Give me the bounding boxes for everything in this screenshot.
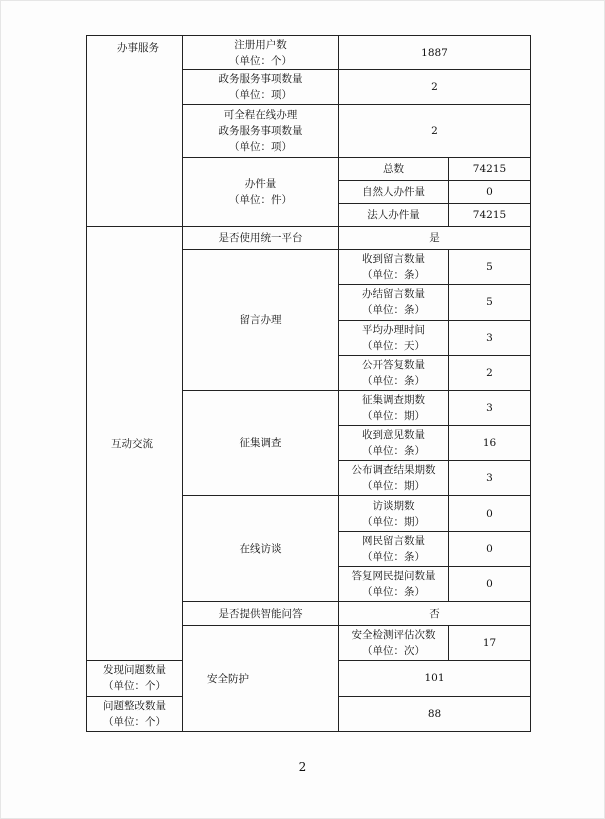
interview-answers-value: 0: [449, 566, 531, 601]
survey-opinions-label: 收到意见数量 （单位：条）: [339, 426, 449, 461]
messages-received-label: 收到留言数量 （单位：条）: [339, 250, 449, 285]
volume-total-label: 总数: [339, 157, 449, 180]
messages-completed-value: 5: [449, 285, 531, 320]
section-security: 安全防护: [183, 626, 339, 732]
survey-results-value: 3: [449, 461, 531, 496]
volume-label: 办件量 （单位：件）: [183, 157, 339, 226]
interview-periods-value: 0: [449, 496, 531, 531]
registered-users-label: 注册用户数 （单位：个）: [183, 36, 339, 70]
section-interaction: 互动交流: [87, 227, 183, 661]
unified-platform-label: 是否使用统一平台: [183, 227, 339, 250]
issues-fixed-label: 问题整改数量 （单位：个）: [87, 696, 183, 731]
volume-natural-value: 0: [449, 180, 531, 203]
service-items-value: 2: [339, 70, 531, 105]
messages-avg-time-value: 3: [449, 320, 531, 355]
evaluations-value: 17: [449, 626, 531, 661]
service-items-label: 政务服务事项数量 （单位：项）: [183, 70, 339, 105]
smart-qa-label: 是否提供智能问答: [183, 602, 339, 626]
survey-periods-label: 征集调查期数 （单位：期）: [339, 390, 449, 425]
evaluations-label: 安全检测评估次数 （单位：次）: [339, 626, 449, 661]
unified-platform-value: 是: [339, 227, 531, 250]
volume-total-value: 74215: [449, 157, 531, 180]
smart-qa-value: 否: [339, 602, 531, 626]
issues-fixed-value: 88: [339, 696, 531, 731]
online-items-value: 2: [339, 105, 531, 157]
messages-avg-time-label: 平均办理时间 （单位：天）: [339, 320, 449, 355]
volume-legal-label: 法人办件量: [339, 203, 449, 226]
statistics-table: [86, 35, 531, 732]
interview-answers-label: 答复网民提问数量 （单位：条）: [339, 566, 449, 601]
messages-public-value: 2: [449, 355, 531, 390]
online-items-label: 可全程在线办理 政务服务事项数量 （单位：项）: [183, 105, 339, 157]
page-number: 2: [298, 760, 307, 774]
interview-label: 在线访谈: [183, 496, 339, 602]
messages-public-label: 公开答复数量 （单位：条）: [339, 355, 449, 390]
registered-users-value: 1887: [339, 36, 531, 70]
survey-label: 征集调查: [183, 390, 339, 496]
issues-found-value: 101: [339, 661, 531, 696]
survey-opinions-value: 16: [449, 426, 531, 461]
interview-messages-label: 网民留言数量 （单位：条）: [339, 531, 449, 566]
interview-periods-label: 访谈期数 （单位：期）: [339, 496, 449, 531]
volume-natural-label: 自然人办件量: [339, 180, 449, 203]
survey-periods-value: 3: [449, 390, 531, 425]
issues-found-label: 发现问题数量 （单位：个）: [87, 661, 183, 696]
volume-legal-value: 74215: [449, 203, 531, 226]
messages-received-value: 5: [449, 250, 531, 285]
messages-label: 留言办理: [183, 250, 339, 391]
survey-results-label: 公布调查结果期数 （单位：期）: [339, 461, 449, 496]
messages-completed-label: 办结留言数量 （单位：条）: [339, 285, 449, 320]
section-service: 办事服务: [87, 36, 183, 227]
interview-messages-value: 0: [449, 531, 531, 566]
